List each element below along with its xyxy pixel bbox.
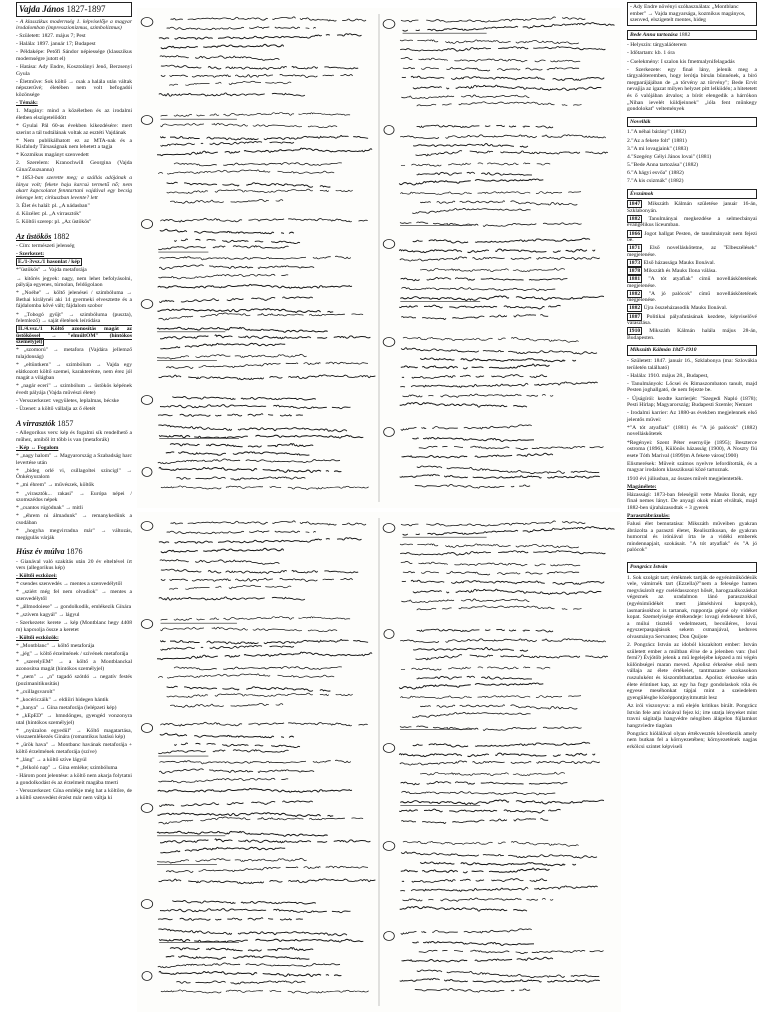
evszam-year: 1882 xyxy=(629,215,641,222)
ustokos-a3: * „Noéhe" → költő jelenései / szimbóluma → Bethai királynéi aki 14 gyermeki elvesztette és a fájdalomba kővé vált; fájdalom szobor xyxy=(16,290,132,310)
evszam-year: 1882 xyxy=(629,290,641,297)
evszam-year: 1866 xyxy=(629,230,641,237)
virrasztok-b7: * „hogyha megvirradna már" → változás, megigulás várják xyxy=(16,527,132,541)
evszam-item xyxy=(627,245,757,258)
husz-a: - Gianával való szakítás után 20 év elteltével írt vers (allegorikus kép) xyxy=(16,558,132,572)
virrasztok-b5: * „csantos rúgódnak" → mitli xyxy=(16,505,83,512)
topic-1b: * Nem publikálhatott ez az MTA-nak és a Kisfaludy Társaságnak nem lehetett a tagja xyxy=(16,137,132,151)
mik-c: - Tanulmányok: Lőcsei és Rimaszombaton tanult, majd Pesten joghallgató, de nem fejezte be. xyxy=(627,380,757,394)
evszam-year: 1847 xyxy=(629,201,641,208)
topic-3: 3. Élet és halál: pl. „A nádasban" xyxy=(16,202,90,209)
husz-ev-year: 1876 xyxy=(66,547,83,557)
husz-b4: * „szívem kagyál" → lágyul xyxy=(16,612,80,619)
husz-d7: * „hanya" → Gína metaforája (lelépzeti kép) xyxy=(16,704,117,711)
husz-ev-heading xyxy=(16,547,132,556)
evszam-text: Újra összeházasodik Mauks Ilonával. xyxy=(643,305,728,312)
husz-b: - Költői eszközei: xyxy=(16,573,58,580)
ustokos-year: 1882 xyxy=(53,231,70,241)
evszam-year: 1871 xyxy=(629,245,641,252)
mik-f2: 1910 évi júliusban, az összes művét megjelentették. xyxy=(627,475,743,482)
virrasztok-heading xyxy=(16,419,132,428)
vajda-years: 1827-1897 xyxy=(66,4,106,14)
bede-year: 1882 xyxy=(679,31,691,38)
evszam-item xyxy=(627,305,757,312)
evszam-item xyxy=(627,260,757,267)
novellak-title: Novellák xyxy=(630,118,651,125)
ustokos-cim: - Cím: természeti jelenség xyxy=(16,243,75,250)
husz-b3: * „állmodoiese" → gondolkodik, emlékezik Gínára xyxy=(16,604,132,611)
evszamok-list xyxy=(627,201,757,341)
novella-item: 1."A néhai bárány" (1882) xyxy=(627,129,686,136)
evszam-text: Első házassága Mauks Ilonával. xyxy=(643,259,716,266)
mik-f: Elismerések: Műveit számos nyelvre lefordították, és a magyar irodalom klasszikusai közé tartoznak. xyxy=(627,460,757,474)
virrasztok-b2: * „bideg orlé vi, csillagoltei színcigl" → Önkényuralom xyxy=(16,467,132,481)
evszam-year: 1882 xyxy=(629,305,641,312)
vajda-title-box xyxy=(16,2,132,17)
evszam-text: Jogot hallgat Pesten, de tanulmányait nem fejezi be. xyxy=(627,230,757,244)
ustokos-heading xyxy=(16,232,132,241)
novellak-title-box xyxy=(627,117,757,128)
virrasztok-b4: * „virasztók... rakasi" → Európa népei / szomszédos népek xyxy=(16,490,132,504)
vajda-intro: - A klasszikus modernség 1. képviselője a magyar irodalomban (impresszionizmus, szimbolizmus) xyxy=(16,18,132,32)
evszam-text: Tanulmányai megkezdése a selmecbányai evangélikus líceumban. xyxy=(627,215,757,229)
ustokos-a: E./1-3vsz./1 hasonlat / kép xyxy=(18,259,81,266)
novella-item: 2."Az a fekete folt" (1881) xyxy=(627,137,687,144)
husz-d8: * „kEpED" → hmndönges, gyengéd vonzonyra utal (hintókos személyjel) xyxy=(16,712,132,726)
mik-e1: *"A tót atyafiak" (1881) és "A jó palócok" (1882) novelláskötetek xyxy=(627,424,757,438)
ustokos-a1: *"üstökös" → Vajda metaforája xyxy=(16,267,87,274)
bede-a: - Helyszín: tárgyaláóterem xyxy=(627,42,687,49)
pong-b: 2. Pongrácz István az idoból kiszakított ember: István született ember a múltban él/se de a jelenben van: (hol ferni?) Évjötőb jelenk a mű legelejébe képzed a mi végén különbségei maran meved. Apolisz érkezése első nem vállaja az élete értékeiet, tantmazaste szokasokon ruszuluként és kiszombthatatlan. Apolisz érkezése után élete érintinet kap, az egy ha fogy gondolaskok róla és egyese meséhonkat tápjai mint a szeiedelem gyengülésgbe középpontjnyitmuttát lesz xyxy=(627,642,757,701)
ady-text: - Ady Endre növényi szóhasználata: „Montblanc ember" → Vajda magyarsága, kozmikus magányos, szenved, elszigetelt mentes, hideg xyxy=(630,4,746,24)
ustokos-szerk: - Szerkezet: xyxy=(16,251,45,258)
vajda-examples: - Példaképe: Petőfi Sándor népiessége (klasszikus modernségre jutott el) xyxy=(16,49,132,63)
evszam-text: "A jó palócok" című novelláskötetének megjelenése. xyxy=(627,290,757,304)
right-column xyxy=(627,0,757,752)
topic-1a: * Gyulai Pál 60-as években kikezdésére: mert szerint a tál tudtálának voltak az esztéti Vajdának xyxy=(16,122,132,136)
topic-2: 2. Szerelem: Kranochwill Georgina (Vajda Gina/Zsuzsanna) xyxy=(16,160,132,173)
husz-d4: * „nem" → „n" tagadó szótdó → negatív festés (pozimanitikusítás) xyxy=(16,674,132,687)
novella-item: 6."A hágyi esvőa" (1882) xyxy=(627,169,684,176)
evszam-text: Mikszáth és Mauks Ilona válása. xyxy=(643,268,717,274)
husz-d3: * „szerelyEM" → a költő a Montblanckal azonosítsa magát (hintókos személyjel) xyxy=(16,659,132,672)
husz-d12: * „felkoló nap" → Gína emléke; szimbóluma xyxy=(16,765,118,772)
ustokos-b1: * „szomorú" → metafora (Vajdára jellemző tulajdonság) xyxy=(16,347,132,361)
bede-title-box xyxy=(627,30,757,41)
bede-d: - Szerkezete: egy finał lány, jelenik meg a tárgyalóteremben, hogy lerótja bírsán bünnének, a bíró megparájájában de „a törvény az törvény"; Bede Ervit nevajija az igazat milyen helyzet pitt lelkiidén; a hitetetett és ő valójában átvalos; a bírót elengedik a hárrókon „Nihan ievelét küldjeinnek" „ióla fent műnkegy gondolokat" veltemények xyxy=(627,66,757,113)
evszamok-title-box xyxy=(627,189,757,200)
ustokos-title: Az üstökös xyxy=(16,231,52,241)
mik-g2: Házassági: 1873-ban feleségül vette Mauks Ilonát, egy finał nemes lányt. De anyagi okok miatt elváltak, majd 1882-ben újraházasodtak + 3 gyerek xyxy=(627,491,757,511)
virrasztok-title: A virrasztók xyxy=(16,418,56,428)
vajda-topics: - Témák: xyxy=(16,100,38,107)
mik-b: - Halála: 1910. május 28., Budapest, xyxy=(627,372,709,379)
husz-f: - Versszerkezet: Gína emlékje még hat a költőre, de a költő szenvedést érzést már nem váltja ki xyxy=(16,787,132,801)
topic-1c: * Kozmikus magányt szenvedett xyxy=(16,152,89,159)
virrasztok-year: 1857 xyxy=(57,418,74,428)
virrasztok-a: - Allegorikus vers: kép és fogalmi sík rendelhető a műhez, amiből itt több is van (metaforák) xyxy=(16,430,132,443)
virrasztok-b1: * „nagy halom" → Magyarország a Szabadság harc levertése után xyxy=(16,453,132,466)
mik-h2: Falusi élet bemutatása: Mikszáth műveiben gyakran ábrázolta a paraszti életet, Realisztikusan, de gyakran humorral és iróniával írta le a vidéki emberek mindennapjait, szokásait. "A tót atyafiak" és "A jó palócok" xyxy=(627,521,757,554)
evszam-item xyxy=(627,201,757,214)
novella-item: 3."A mi lovagjaink" (1883) xyxy=(627,145,689,152)
ustokos-uzenet: - Üzenet: a költő vállalja az ő életét xyxy=(16,406,96,413)
evszam-text: Mikszáth Kálmán halála május 28-án, Budapesten. xyxy=(627,328,757,341)
left-column xyxy=(16,0,132,803)
vajda-influence: - Hatása: Ady Endre, Kosztolányi Jenő, Berzsenyi Gyula xyxy=(16,64,132,77)
ustokos-b2: * „eltüntkem" → szimbólum → Vajda egy elátkozott költő szemei, karakterénte, nem érez jól magát a világban xyxy=(16,362,132,382)
notes-scan-bottom xyxy=(137,512,621,1012)
husz-d11: * „láng" → a költő szíve lágyúl xyxy=(16,757,87,764)
mik-e: - Irodalmi karrier: Az 1880-as években megjelennek első jelentős művei: xyxy=(627,410,757,423)
husz-d10: * „ürök hava" → Montbanc havának metaforája + költő érzelmének metaforája (szíve) xyxy=(16,742,132,755)
evszam-text: Első novelláskötetne, az "Elbeszélések" megjelenése. xyxy=(627,245,757,258)
virrasztok-b6: * „éhrem ni álmadunk" → remanykedünk a csodában xyxy=(16,513,132,526)
husz-c: - Szerkezete: kerete → kép (Montblanc hegy 4408 m) kapcsolja össze a keretet xyxy=(16,620,132,633)
husz-e: - Három pont jelentése: a költő nem akarja folytatni a gondolkodást és az érzelmeit magába tmerti xyxy=(16,773,132,786)
pong-d: Pongrácz hiólálával olyan értékvesztés következik amely nem butkan fel a környezetében; környezetének nagjas erkölcsi szintet képviseli xyxy=(627,730,757,750)
evszam-item xyxy=(627,328,757,341)
evszamok-title: Évszámok xyxy=(630,190,654,197)
pong-c: Az irói viszonyva: a mű elején kritikus bírált. Pongrácz István fele ami irónával fejez ki; írte utatja lényeket mint travni ságitalja hangvédre néngiben álágelon fújlamkot hangzviedre tiagóan xyxy=(627,702,757,729)
vajda-born: - Született: 1827. május 7; Pest xyxy=(16,33,86,40)
husz-b2: * „sziért még fel nem olvadiok" → mentes a szenvedélytől xyxy=(16,589,132,603)
evszam-text: Mikszáth Kálmán születése január 16-án, Szklabonyán. xyxy=(627,201,758,214)
topic-1: 1. Magány: mind a közéletben és az irodalmi életben elszigetelődött xyxy=(16,108,132,121)
ady-box xyxy=(627,2,757,26)
bede-title: Bede Anna tartozása xyxy=(630,31,678,38)
evszam-item xyxy=(627,314,757,327)
topic-5: 5. Költői szerep: pl. „Az üstökös" xyxy=(16,219,92,226)
evszam-item xyxy=(627,231,757,244)
evszam-text: Politikai pályafutásának kezdete, képviselővé választása. xyxy=(627,313,757,327)
mik-e2: *Regényei: Szent Péter esernyője (1895); Beszterce ostroma (1896), Különös házasság (1900), A Noszty fiú esete Tóth Marival (1899)m A fekete város(1900) xyxy=(627,439,757,459)
virrasztok-b3: * „mi éhrem" → művészek, költők xyxy=(16,482,95,489)
husz-d5: * „csillagsvarolt" xyxy=(16,688,55,695)
topic-2a: * 1853-ban szerette meg; a szállás adójának a lánya volt; fekete haju karcsú termetű nő; nem akart kapcsolatot fenntartani vajdával egy becsig lekenge lett; cirkuszban levente? lett xyxy=(16,175,132,201)
ustokos-b: II./4.vsz./1 Költő azonosítás magát az üstökössel → "elmúltOM" (hintókos személyjel) xyxy=(16,326,132,346)
husz-d1: * „Montblanc" → költő metaforája xyxy=(16,643,95,650)
vajda-died: - Halála: 1897. január 17; Budapest xyxy=(16,41,96,48)
ustokos-a2: → kitörés jegyek: nagy, nem lehet befolyásolni, pályája egyenes, túrnolan, feldögolaon xyxy=(16,275,132,289)
husz-b1: * csendes szenvedés → mentes a szenvedélytől xyxy=(16,581,122,588)
pongracz-title: Pongrácz István xyxy=(630,564,668,571)
mikszath-title: Mikszáth Kálmán 1847-1910 xyxy=(630,347,697,354)
virrasztok-b: - Kép ↔ Fogalom xyxy=(16,444,59,451)
evszam-year: 1873 xyxy=(629,259,641,266)
mik-h: Parasztábrázolás: xyxy=(627,513,670,519)
pong-a: 1. Sok szolgát tart; értékmek tartják de egyéniműködésük vele, vámirnék tart (Ezzella)?"nem a felesége hamen megvásárolt egy cselédasszonyt hősét, harogzaalkozáskat végeznek az uradalmon lánó paraszzokkal (egyénimíidékét mert játnéshivni kapnyok), iasmarásokhoz is tartanak, ruppontja gépné oly vidéket kopat. Szemelyisége értékendeje: lovagi érdekeseit hívő, a múlui tisztelő vedelmezett, becsüléres, lovai egyszerpaspajtások sekem csmanjával, keduves olvasmánya Servantes; Don Quijote xyxy=(627,574,757,640)
husz-d9: * „nyúzalon egyedül" → Költő magatartása, visszaemlékezés Ginára (romantikus hatású kép) xyxy=(16,727,132,741)
novellak-list xyxy=(627,129,757,184)
vajda-life: - Életműve: Sok költő → csak a halála után váltak népszerűvé; életében nem volt befogadói közönsége xyxy=(16,78,132,99)
evszam-item xyxy=(627,216,757,229)
mikszath-title-box xyxy=(627,345,757,356)
pongracz-title-box xyxy=(627,562,757,573)
handwritten-notes xyxy=(137,0,621,1024)
evszam-item xyxy=(627,291,757,304)
ustokos-vers: - Versszerkezet: vegyületes, leplalmas, bécske xyxy=(16,398,120,405)
husz-ev-title: Húsz év múlva xyxy=(16,547,65,557)
mik-d: - Újságírói: kezdte karrierjét: "Szegedi Napló (1878); Pesti Hírlap; Magyarország; Budapesti Szemle; Nemzet xyxy=(627,395,757,409)
topic-4: 4. Közélet: pl. „A virrasztók" xyxy=(16,211,82,218)
notes-scan-top xyxy=(137,8,621,508)
evszam-year: 1887 xyxy=(629,313,641,320)
mik-a: - Született: 1847. január 16., Szklabonya (ma: Szlovákia területén található) xyxy=(627,358,757,371)
husz-d: - Költői eszközök: xyxy=(16,635,59,642)
evszam-item xyxy=(627,268,757,275)
evszam-year: 1878 xyxy=(629,268,641,274)
evszam-item xyxy=(627,276,757,289)
mik-g: Magánélete: xyxy=(627,483,657,490)
evszam-year: 1881 xyxy=(629,276,641,283)
bede-c: - Cselekmény: I szalon kis fmetmalynifelagadás xyxy=(627,58,735,65)
novella-item: 4."Szegény Gélyi János lovai" (1881) xyxy=(627,153,712,160)
husz-d2: * „jég" → költő érzelmének / szívének metaforája xyxy=(16,651,129,658)
novella-item: 5."Bede Anna tartozása" (1882) xyxy=(627,161,699,168)
novella-item: 7."A kis csizmák" (1882) xyxy=(627,177,684,184)
evszam-text: "A tót atyafiak" című novelláskötetének megjelenése. xyxy=(627,276,757,289)
ustokos-b3: * „nagár eceri" → szimbólum → üstökös képének évedt pályája (Vajda művészi élete) xyxy=(16,383,132,397)
bede-b: - Időtartam: kb. 1 óra xyxy=(627,50,675,57)
evszam-year: 1910 xyxy=(629,328,641,335)
vajda-title: Vajda János xyxy=(19,4,65,14)
ustokos-a4: * „Tobogó gyűjt" → szimbóluma (puszta), felemlező) → saját életének leíródása xyxy=(16,311,132,325)
husz-d6: * „kocériczáik" → eldiíiri hidegen hántik xyxy=(16,696,109,703)
